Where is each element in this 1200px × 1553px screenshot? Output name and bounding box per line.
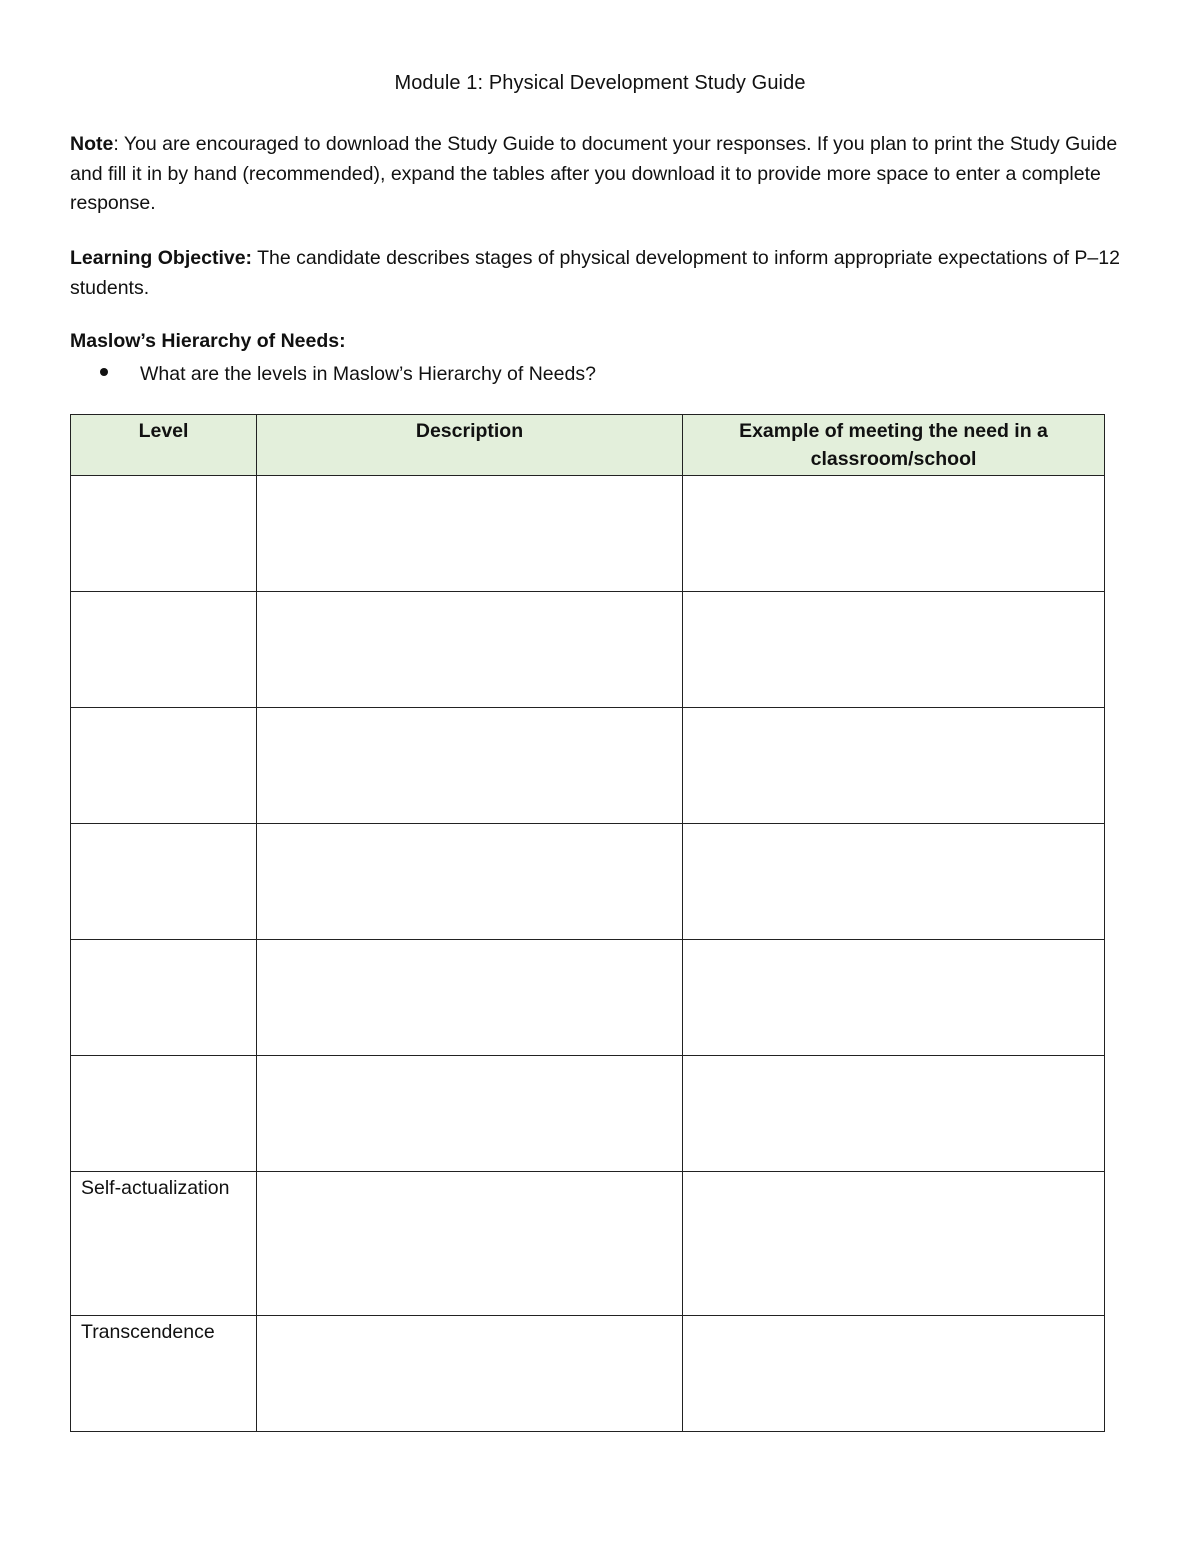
level-cell[interactable]: [71, 708, 257, 824]
description-cell[interactable]: [257, 708, 683, 824]
learning-objective-label: Learning Objective:: [70, 247, 253, 269]
level-cell[interactable]: Transcendence: [71, 1316, 257, 1432]
maslow-heading: Maslow’s Hierarchy of Needs:: [70, 330, 346, 352]
note-text: : You are encouraged to download the Study Guide to document your responses. If you plan to print the Study Guide and fill it in by hand (recommended), expand the tables after you download it to provide more space to enter a complete response.: [70, 133, 1118, 214]
table-row: [71, 708, 1105, 824]
example-cell[interactable]: [683, 1056, 1105, 1172]
table-header-row: [71, 415, 1105, 476]
header-example: Example of meeting the need in a classroom/school: [683, 415, 1105, 476]
level-cell[interactable]: [71, 476, 257, 592]
header-description: Description: [257, 415, 683, 476]
level-cell[interactable]: Self-actualization: [71, 1172, 257, 1316]
note-paragraph: [70, 130, 1130, 219]
bullet-icon: [100, 368, 108, 376]
table-row: [71, 940, 1105, 1056]
table-row: [71, 1316, 1105, 1432]
learning-objective-text: The candidate describes stages of physical development to inform appropriate expectations of P–12 students.: [70, 247, 1120, 299]
maslow-question-text: What are the levels in Maslow’s Hierarchy of Needs?: [140, 363, 596, 385]
note-label: Note: [70, 133, 114, 155]
page-title: Module 1: Physical Development Study Guide: [394, 72, 806, 94]
learning-objective-paragraph: [70, 244, 1130, 303]
table-row: [71, 1172, 1105, 1316]
maslow-table: [70, 414, 1105, 1432]
example-cell[interactable]: [683, 940, 1105, 1056]
example-cell[interactable]: [683, 824, 1105, 940]
description-cell[interactable]: [257, 1056, 683, 1172]
description-cell[interactable]: [257, 1172, 683, 1316]
level-cell[interactable]: [71, 940, 257, 1056]
example-cell[interactable]: [683, 476, 1105, 592]
level-cell[interactable]: [71, 1056, 257, 1172]
table-row: [71, 824, 1105, 940]
description-cell[interactable]: [257, 476, 683, 592]
level-cell[interactable]: [71, 592, 257, 708]
description-cell[interactable]: [257, 1316, 683, 1432]
example-cell[interactable]: [683, 1172, 1105, 1316]
level-cell[interactable]: [71, 824, 257, 940]
table-row: [71, 476, 1105, 592]
table-row: [71, 592, 1105, 708]
maslow-question-bullet: [100, 360, 596, 388]
table-row: [71, 1056, 1105, 1172]
header-level: Level: [71, 415, 257, 476]
example-cell[interactable]: [683, 592, 1105, 708]
description-cell[interactable]: [257, 824, 683, 940]
description-cell[interactable]: [257, 940, 683, 1056]
example-cell[interactable]: [683, 708, 1105, 824]
description-cell[interactable]: [257, 592, 683, 708]
example-cell[interactable]: [683, 1316, 1105, 1432]
